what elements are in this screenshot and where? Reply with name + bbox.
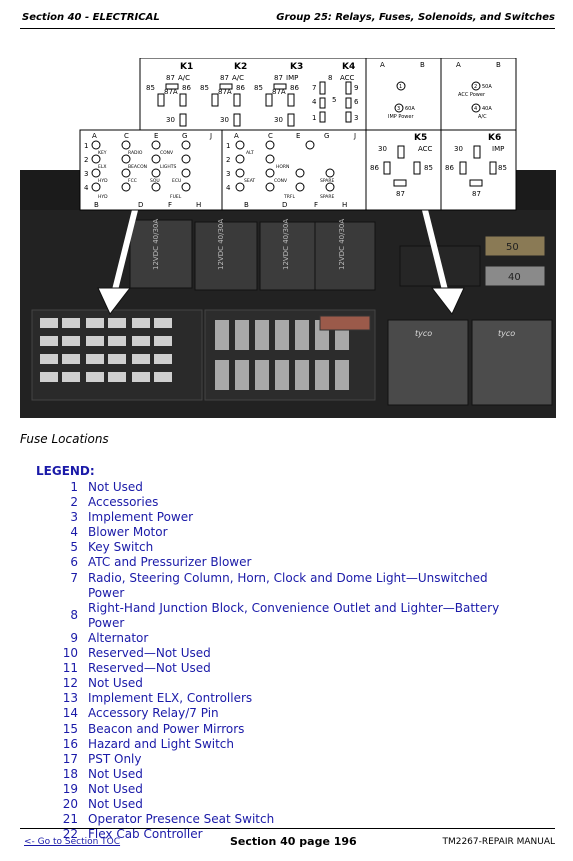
breaker-2-rating: 50A [482,84,492,90]
legend-item [56,661,516,676]
section-toc-link[interactable]: <- Go to Section TOC [24,837,121,847]
legend-number: 11 [62,661,78,676]
fuse-tag-radio: RADIO [128,151,143,156]
maxi-fuse-50-label: 50 [506,242,519,253]
legend-number: 13 [62,691,78,706]
k5-pin-86: 86 [370,164,379,172]
k3-pin-87: 87 [274,74,283,82]
fuse-col-g: G [182,132,188,140]
fuse-col-d: D [138,201,144,209]
fuse-tag-ecu: ECU [172,179,182,184]
breaker-2-num: 2 [474,84,478,90]
box1-col-b: B [420,61,425,69]
legend-number: 9 [70,630,78,645]
relay-k5-label: K5 [414,133,428,143]
fuse-row-1: 1 [84,142,89,150]
k4-pin-7: 7 [312,84,317,92]
legend-item [56,555,516,570]
fuse-tag-fcc: FCC [128,179,137,184]
relay-k4-label: K4 [342,62,356,72]
legend-number: 2 [70,495,78,510]
legend-item [56,752,516,767]
svg-text:12VDC 40/30A: 12VDC 40/30A [338,218,346,270]
k4-function: ACC [340,74,355,82]
legend-text: Not Used [88,480,143,494]
legend-number: 20 [62,796,78,811]
k2-function: A/C [232,74,245,82]
fuse2-col-j: J [354,132,357,140]
fuse-tag-lights: LIGHTS [160,165,177,170]
group-title: Group 25: Relays, Fuses, Solenoids, and Switches [276,12,555,23]
fuse2-row-2: 2 [226,156,231,164]
k6-pin-87: 87 [472,190,481,198]
k5-pin-87: 87 [396,190,405,198]
k6-pin-30: 30 [454,145,463,153]
legend-item [56,601,516,631]
legend-item [56,676,516,691]
relay-k2-label: K2 [234,62,248,72]
k6-pin-85: 85 [498,164,507,172]
fuse-col-e: E [154,132,159,140]
fuse-tag-spare-2: SPARE [320,195,335,200]
legend-number: 3 [70,510,78,525]
legend-item [56,812,516,827]
fuse-tag-trfl: TRFL [284,195,295,200]
breaker-3-name: IMP Power [388,114,414,120]
fuse2-col-f: F [314,201,319,209]
legend-number: 18 [62,766,78,781]
k1-pin-87: 87 [166,74,175,82]
legend-number: 6 [70,555,78,570]
fuse-tag-beacon: BEACON [128,165,147,170]
legend-item [56,571,516,601]
fuse-col-f: F [168,201,173,209]
k1-pin-85: 85 [146,84,155,92]
legend-item [56,510,516,525]
k4-pin-9: 9 [354,84,359,92]
legend-text: Reserved—Not Used [88,646,211,661]
legend-item [56,480,516,495]
page-header [20,10,555,29]
fuse-location-figure [20,58,556,420]
legend-number: 4 [70,525,78,540]
fuse-tag-conv: CONV [160,151,174,156]
k5-pin-85: 85 [424,164,433,172]
k4-pin-3: 3 [354,114,359,122]
legend-number: 14 [62,706,78,721]
breaker-2-name: ACC Power [458,92,486,98]
relay-k1-label: K1 [180,62,194,72]
legend-number: 12 [62,676,78,691]
breaker-3-num: 3 [397,106,401,112]
breaker-3-rating: 60A [405,106,415,112]
fuse-tag-seat: SEAT [244,179,256,184]
legend-item [56,722,516,737]
relay-k5-function: ACC [418,145,433,153]
fuse-row-2: 2 [84,156,89,164]
legend-number: 22 [62,827,78,842]
legend-item [56,706,516,721]
fuse2-row-4: 4 [226,184,231,192]
svg-text:12VDC 40/30A: 12VDC 40/30A [217,218,225,270]
k4-pin-4: 4 [312,98,317,106]
legend-item [56,540,516,555]
k3-function: IMP [286,74,299,82]
legend-item [56,525,516,540]
legend-text: Reserved—Not Used [88,661,211,676]
fuse-tag-alt: ALT [246,151,254,156]
legend-text: Radio, Steering Column, Horn, Clock and Dome Light—Unswitched Power [88,570,488,600]
page-number: Section 40 page 196 [230,835,357,848]
legend-item [56,691,516,706]
fuse-tag-sou: SOU [150,179,160,184]
fuse-tag-horn: HORN [276,165,290,170]
k5-pin-30: 30 [378,145,387,153]
k2-pin-85: 85 [200,84,209,92]
k4-pin-5: 5 [332,96,337,104]
fuse-col-b: B [94,201,99,209]
legend-text: Hazard and Light Switch [88,736,235,751]
svg-text:12VDC 40/30A: 12VDC 40/30A [282,218,290,270]
legend-text: Key Switch [88,540,154,555]
legend-item [56,495,516,510]
legend-text: Not Used [88,676,143,691]
fuse-col-h: H [196,201,202,209]
page-footer [20,828,555,853]
relay-brand-k5: tyco [415,329,433,338]
legend-text: Alternator [88,630,149,645]
k1-function: A/C [178,74,191,82]
legend-number: 15 [62,721,78,736]
relay-fuse-diagram [20,58,556,218]
legend-number: 16 [62,736,78,751]
fuse-row-3: 3 [84,170,89,178]
fuse-col-j: J [210,132,213,140]
breaker-4-num: 4 [474,106,478,112]
box1-col-a: A [380,61,385,69]
legend-item [56,631,516,646]
k1-pin-87a: 87A [164,88,178,96]
legend-number: 7 [70,570,78,585]
k4-pin-1: 1 [312,114,317,122]
fuse-tag-elx: ELX [98,165,107,170]
fuse2-col-d: D [282,201,288,209]
fuse2-row-1: 1 [226,142,231,150]
legend-number: 5 [70,540,78,555]
fuse-row-4: 4 [84,184,89,192]
breaker-4-name: A/C [478,114,487,120]
k3-pin-85: 85 [254,84,263,92]
legend-text: Beacon and Power Mirrors [88,721,245,736]
legend-text: Not Used [88,796,143,811]
legend-text: Implement ELX, Controllers [88,691,253,706]
relay-k3-label: K3 [290,62,304,72]
fuse-tag-hyd-2: HYD [98,195,108,200]
fuse2-col-g: G [324,132,330,140]
fuse-col-a: A [92,132,97,140]
k3-pin-30: 30 [274,116,283,124]
k6-pin-86: 86 [445,164,454,172]
legend-item [56,782,516,797]
relay-brand-k6: tyco [498,329,516,338]
relay-k6-label: K6 [488,133,502,143]
legend-number: 10 [62,646,78,661]
legend-text: Flex Cab Controller [88,827,203,842]
legend-item [56,737,516,752]
legend-list [56,480,516,842]
maxi-fuse-40-label: 40 [508,272,521,283]
legend-text: Operator Presence Seat Switch [88,812,275,827]
fuse2-col-a: A [234,132,239,140]
figure-caption: Fuse Locations [20,432,109,446]
k1-pin-86: 86 [182,84,191,92]
k2-pin-87a: 87A [218,88,232,96]
fuse-col-c: C [124,132,129,140]
relay-k6-function: IMP [492,145,505,153]
legend-number: 17 [62,751,78,766]
manual-id: TM2267-REPAIR MANUAL [442,837,555,847]
k2-pin-30: 30 [220,116,229,124]
fuse2-col-h: H [342,201,348,209]
legend-text: Implement Power [88,510,194,525]
legend-text: Not Used [88,766,143,781]
box2-col-b: B [496,61,501,69]
legend-text: Accessories [88,495,159,510]
legend-item [56,767,516,782]
legend-number: 19 [62,781,78,796]
fuse-tag-hyd: HYD [98,179,108,184]
fuse2-col-e: E [296,132,301,140]
k3-pin-86: 86 [290,84,299,92]
k1-pin-30: 30 [166,116,175,124]
breaker-1-num: 1 [399,84,403,90]
legend-number: 8 [70,608,78,623]
k2-pin-86: 86 [236,84,245,92]
legend-text: ATC and Pressurizer Blower [88,555,252,570]
legend-title: LEGEND: [36,464,95,478]
k4-pin-8: 8 [328,74,333,82]
fuse2-row-3: 3 [226,170,231,178]
fuse-tag-spare: SPARE [320,179,335,184]
k3-pin-87a: 87A [272,88,286,96]
legend-text: Not Used [88,781,143,796]
fuse2-col-b: B [244,201,249,209]
fuse-tag-fuel: FUEL [170,195,182,200]
legend-text: Blower Motor [88,525,168,540]
svg-text:12VDC 40/30A: 12VDC 40/30A [152,218,160,270]
section-title: Section 40 - ELECTRICAL [22,12,160,23]
legend-item [56,797,516,812]
k2-pin-87: 87 [220,74,229,82]
legend-text: Right-Hand Junction Block, Convenience Outlet and Lighter—Battery Power [88,600,500,630]
fuse-tag-key: KEY [98,151,107,156]
legend-text: Accessory Relay/7 Pin [88,706,219,721]
fuse-tag-conv-2: CONV [274,179,288,184]
breaker-4-rating: 40A [482,106,492,112]
legend-number: 21 [62,812,78,827]
legend-item [56,646,516,661]
k4-pin-6: 6 [354,98,359,106]
legend-text: PST Only [88,751,142,766]
legend-number: 1 [70,480,78,494]
box2-col-a: A [456,61,461,69]
fuse2-col-c: C [268,132,273,140]
